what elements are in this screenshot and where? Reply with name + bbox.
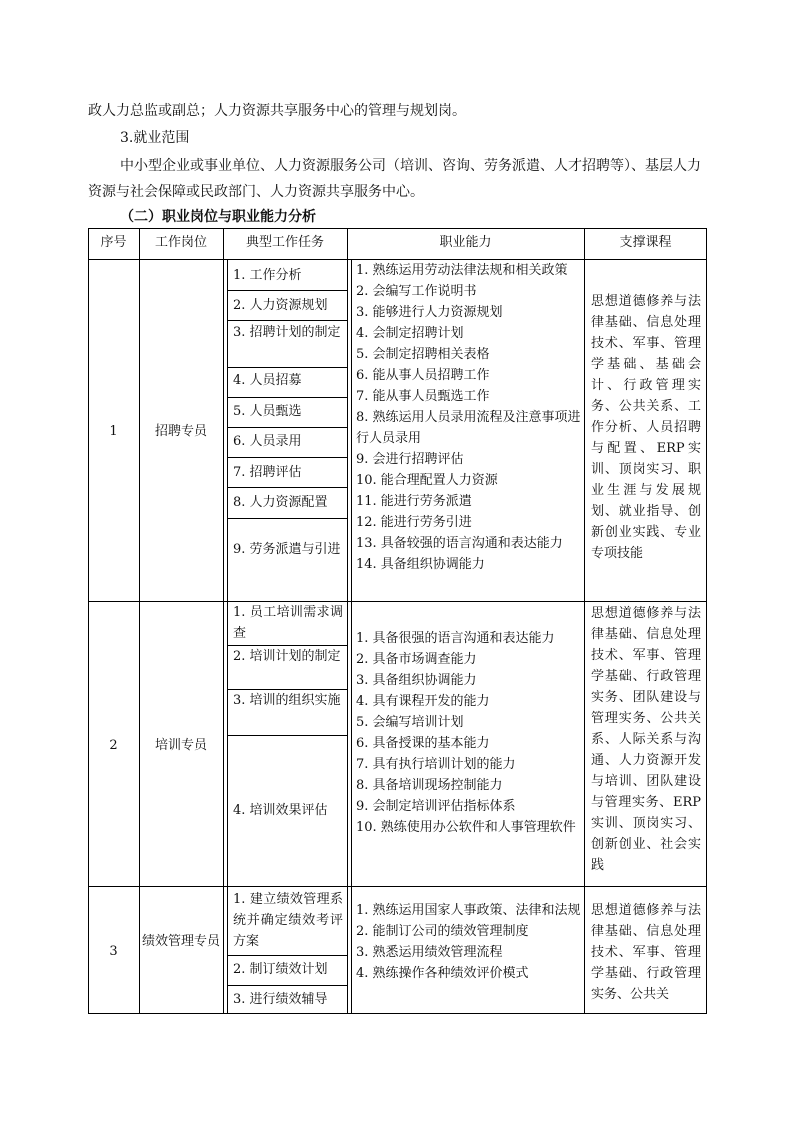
row-1-task: 9. 劳务派遣与引进	[233, 542, 341, 557]
ability-table	[88, 228, 707, 1014]
row-2-task: 4. 培训效果评估	[233, 803, 328, 818]
ability-item: 7. 具有执行培训计划的能力	[356, 757, 516, 772]
row-2-task: 3. 培训的组织实施	[233, 693, 341, 708]
row-1-courses: 思想道德修养与法律基础、信息处理技术、军事、管理学基础、基础会计、行政管理实务、公共关系、工作分析、人员招聘与配置、ERP实训、顶岗实习、职业生涯与发展规划、就业指导、创新创业实践、专业专项技能	[591, 294, 701, 561]
intro-line: 政人力总监或副总；人力资源共享服务中心的管理与规划岗。	[88, 103, 466, 119]
row-1-task: 6. 人员录用	[233, 434, 302, 449]
row-1-abilities	[356, 260, 582, 575]
ability-item: 2. 会编写工作说明书	[356, 284, 477, 299]
ability-item: 1. 具备很强的语言沟通和表达能力	[356, 631, 555, 646]
row-1-task: 5. 人员甄选	[233, 404, 302, 419]
ability-item: 2. 具备市场调查能力	[356, 652, 477, 667]
ability-item: 1. 熟练运用劳动法律法规和相关政策	[356, 263, 568, 278]
ability-item: 3. 熟悉运用绩效管理流程	[356, 945, 503, 960]
row-2-no: 2	[109, 738, 118, 753]
ability-item: 11. 能进行劳务派遣	[356, 494, 472, 509]
ability-item: 6. 具备授课的基本能力	[356, 736, 490, 751]
header-courses: 支撑课程	[619, 235, 672, 250]
ability-item: 14. 具备组织协调能力	[356, 557, 485, 572]
ability-item: 10. 熟练使用办公软件和人事管理软件	[356, 820, 576, 835]
header-abilities: 职业能力	[439, 235, 492, 250]
row-1-task: 4. 人员招募	[233, 373, 302, 388]
header-position: 工作岗位	[154, 235, 207, 250]
ability-item: 6. 能从事人员招聘工作	[356, 368, 490, 383]
row-1-task: 1. 工作分析	[233, 268, 302, 283]
section-title: 3.就业范围	[120, 130, 190, 146]
row-3-task: 2. 制订绩效计划	[233, 962, 328, 977]
ability-item: 3. 能够进行人力资源规划	[356, 305, 503, 320]
ability-item: 7. 能从事人员甄选工作	[356, 389, 490, 404]
row-1-position: 招聘专员	[154, 424, 207, 439]
row-3-task: 1. 建立绩效管理系统并确定绩效考评方案	[233, 892, 343, 949]
ability-item: 12. 能进行劳务引进	[356, 515, 472, 530]
row-3-task: 3. 进行绩效辅导	[233, 992, 328, 1007]
ability-item: 9. 会制定培训评估指标体系	[356, 799, 516, 814]
row-3-courses: 思想道德修养与法律基础、信息处理技术、军事、管理学基础、行政管理实务、公共关	[591, 903, 701, 1002]
ability-item: 10. 能合理配置人力资源	[356, 473, 498, 488]
header-tasks: 典型工作任务	[245, 235, 324, 250]
row-3-abilities	[356, 900, 582, 984]
row-1-no: 1	[109, 424, 118, 439]
ability-item: 8. 熟练运用人员录用流程及注意事项进行人员录用	[356, 410, 581, 446]
row-2-task: 2. 培训计划的制定	[233, 649, 341, 664]
table-heading: （二）职业岗位与职业能力分析	[120, 209, 316, 225]
ability-item: 1. 熟练运用国家人事政策、法律和法规	[356, 903, 581, 918]
header-no: 序号	[100, 235, 127, 250]
ability-item: 4. 具有课程开发的能力	[356, 694, 490, 709]
row-2-courses: 思想道德修养与法律基础、信息处理技术、军事、管理学基础、行政管理实务、团队建设与管理实务、公共关系、人际关系与沟通、人力资源开发与培训、团队建设与管理实务、ERP实训、顶岗实习、创新创业、社会实践	[591, 606, 701, 873]
row-1-task: 8. 人力资源配置	[233, 495, 328, 510]
row-3-no: 3	[109, 944, 118, 959]
row-2-position: 培训专员	[154, 738, 207, 753]
row-1-task: 2. 人力资源规划	[233, 298, 328, 313]
ability-item: 9. 会进行招聘评估	[356, 452, 464, 467]
ability-item: 5. 会制定招聘相关表格	[356, 347, 490, 362]
ability-item: 13. 具备较强的语言沟通和表达能力	[356, 536, 563, 551]
ability-item: 3. 具备组织协调能力	[356, 673, 477, 688]
row-2-abilities	[356, 628, 582, 838]
row-3-position: 绩效管理专员	[141, 934, 220, 949]
row-1-task: 7. 招聘评估	[233, 465, 302, 480]
ability-item: 4. 会制定招聘计划	[356, 326, 464, 341]
ability-item: 8. 具备培训现场控制能力	[356, 778, 503, 793]
intro-paragraph: 中小型企业或事业单位、人力资源服务公司（培训、咨询、劳务派遣、人才招聘等）、基层人力资源与社会保障或民政部门、人力资源共享服务中心。	[88, 158, 701, 200]
ability-item: 4. 熟练操作各种绩效评价模式	[356, 966, 529, 981]
ability-item: 5. 会编写培训计划	[356, 715, 464, 730]
row-2-task: 1. 员工培训需求调查	[233, 605, 343, 641]
row-1-task: 3. 招聘计划的制定	[233, 325, 341, 340]
ability-item: 2. 能制订公司的绩效管理制度	[356, 924, 529, 939]
